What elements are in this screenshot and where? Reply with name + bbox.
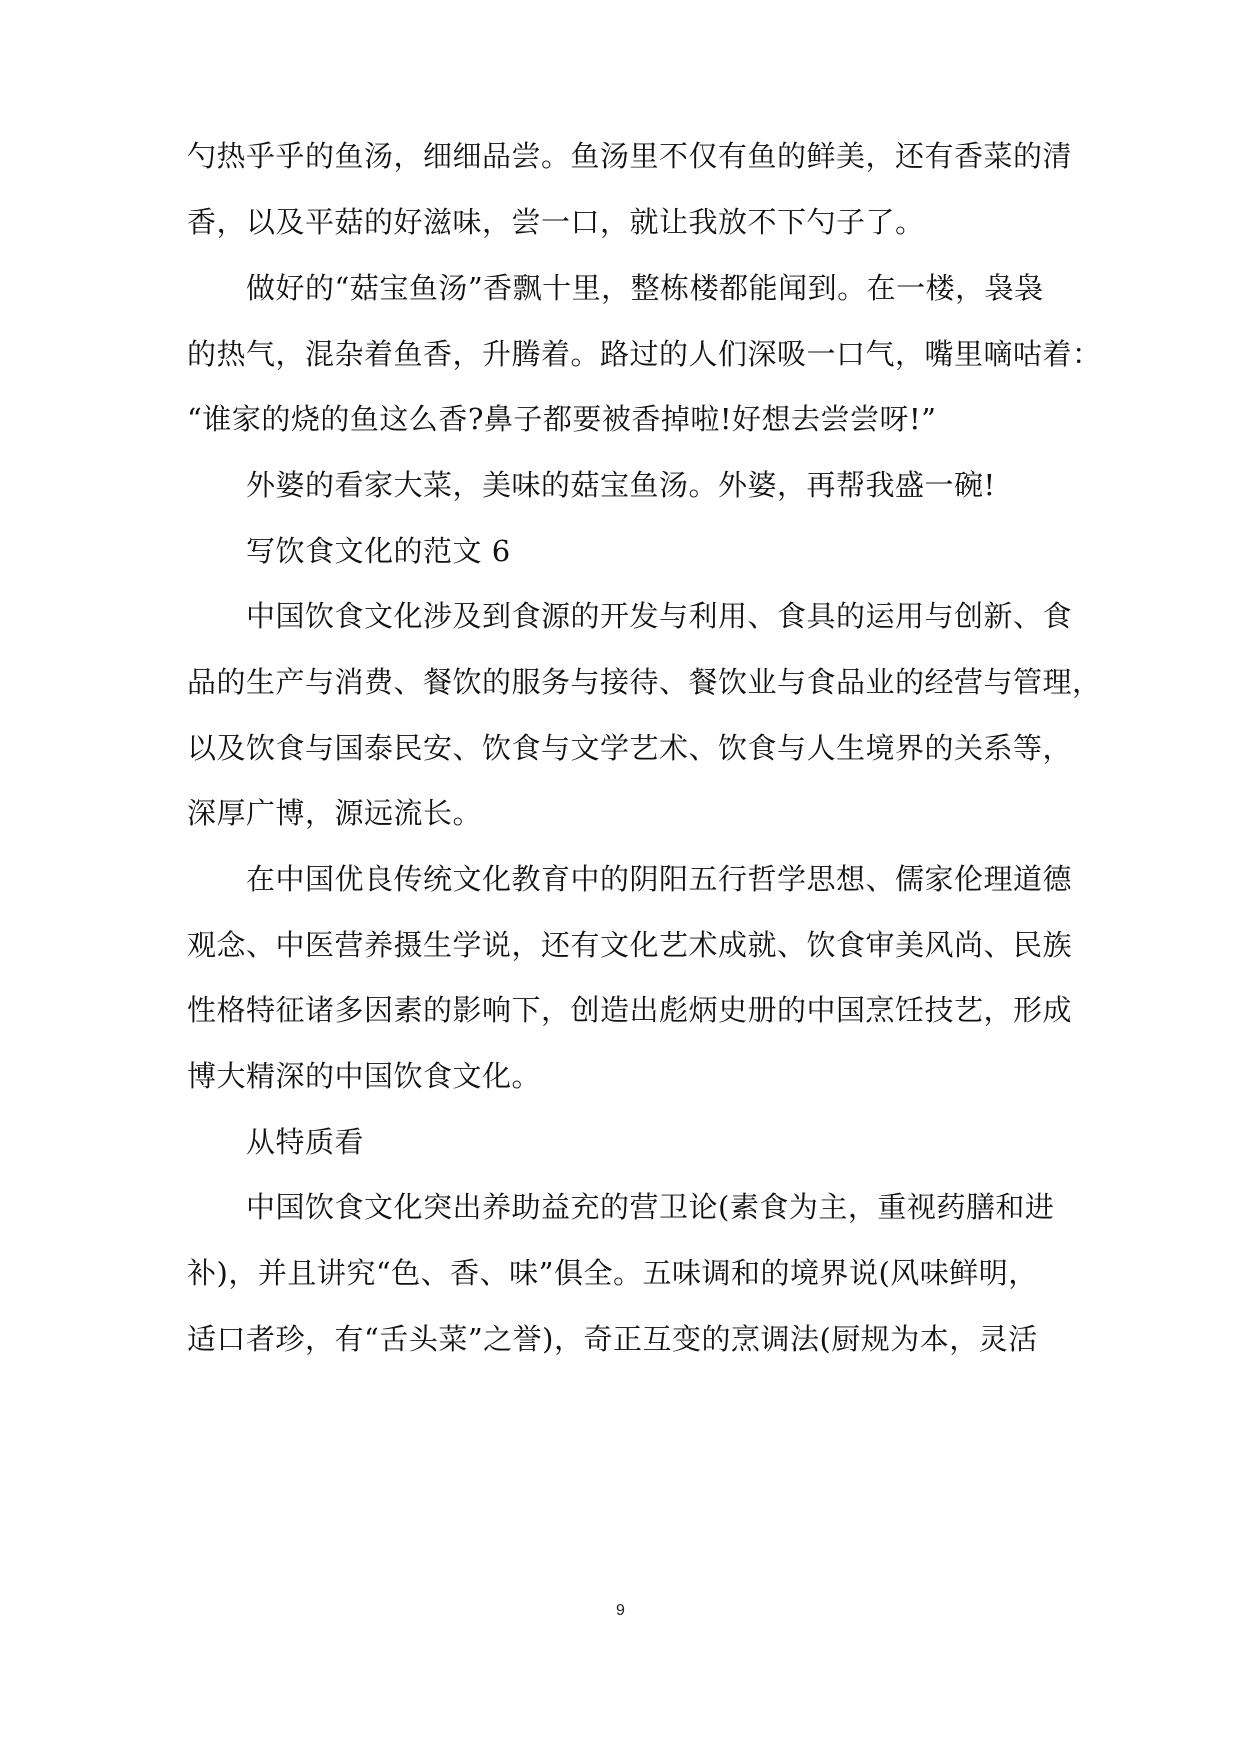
body-text-line: 博大精深的中国饮食文化。 xyxy=(187,1059,542,1093)
body-text-line: 的热气，混杂着鱼香，升腾着。路过的人们深吸一口气，嘴里嘀咕着： xyxy=(187,337,1102,371)
body-text-line: 观念、中医营养摄生学说，还有文化艺术成就、饮食审美风尚、民族 xyxy=(187,928,1073,962)
paragraph-start-line: 做好的“菇宝鱼汤”香飘十里，整栋楼都能闻到。在一楼，袅袅 xyxy=(246,271,1044,305)
paragraph-start-line: 在中国优良传统文化教育中的阴阳五行哲学思想、儒家伦理道德 xyxy=(246,862,1073,896)
paragraph-start-line: 中国饮食文化涉及到食源的开发与利用、食具的运用与创新、食 xyxy=(246,599,1073,633)
body-text-line: 深厚广博，源远流长。 xyxy=(187,796,483,830)
body-text-line: 以及饮食与国泰民安、饮食与文学艺术、饮食与人生境界的关系等， xyxy=(187,731,1073,765)
body-text-line: “谁家的烧的鱼这么香?鼻子都要被香掉啦!好想去尝尝呀!” xyxy=(187,402,937,436)
page-number: 9 xyxy=(616,1602,625,1619)
subheading-line: 从特质看 xyxy=(246,1125,365,1159)
body-text-line: 品的生产与消费、餐饮的服务与接待、餐饮业与食品业的经营与管理， xyxy=(187,665,1102,699)
body-text-line: 勺热乎乎的鱼汤，细细品尝。鱼汤里不仅有鱼的鲜美，还有香菜的清 xyxy=(187,139,1073,173)
body-text-line: 香，以及平菇的好滋味，尝一口，就让我放不下勺子了。 xyxy=(187,205,925,239)
body-text-line: 补)，并且讲究“色、香、味”俱全。五味调和的境界说(风味鲜明， xyxy=(187,1256,1038,1290)
paragraph-start-line: 中国饮食文化突出养助益充的营卫论(素食为主，重视药膳和进 xyxy=(246,1190,1055,1224)
body-text-line: 适口者珍，有“舌头菜”之誉)，奇正互变的烹调法(厨规为本，灵活 xyxy=(187,1322,1038,1356)
body-text-line: 性格特征诸多因素的影响下，创造出彪炳史册的中国烹饪技艺，形成 xyxy=(187,993,1073,1027)
section-heading: 写饮食文化的范文 6 xyxy=(246,534,511,568)
paragraph-start-line: 外婆的看家大菜，美味的菇宝鱼汤。外婆，再帮我盛一碗! xyxy=(246,468,996,502)
